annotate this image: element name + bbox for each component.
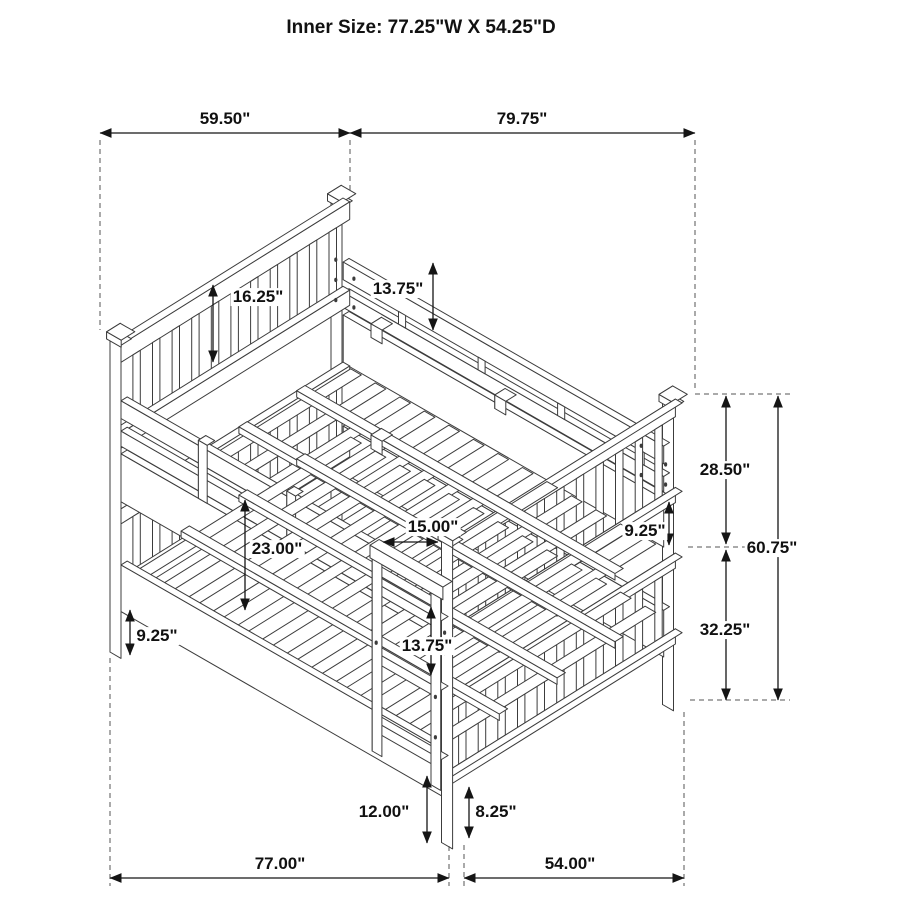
- dim-label-bottom-length: 77.00": [254, 854, 306, 874]
- dim-label-upper-rail-height: 9.25": [624, 521, 666, 541]
- dim-label-back-guard-height: 13.75": [372, 279, 424, 299]
- dim-label-bunk-clearance: 23.00": [251, 539, 303, 559]
- dim-label-lower-rail-gap: 9.25": [136, 626, 178, 646]
- dim-label-head-width: 59.50": [199, 109, 251, 129]
- dim-label-foot-rail-gap: 8.25": [475, 802, 517, 822]
- dim-label-overall-height: 60.75": [746, 538, 798, 558]
- diagram-title: Inner Size: 77.25"W X 54.25"D: [286, 17, 556, 38]
- dim-label-overall-length: 79.75": [496, 109, 548, 129]
- dim-label-bottom-depth: 54.00": [544, 854, 596, 874]
- dim-label-ladder-floor-gap: 12.00": [358, 802, 410, 822]
- dim-label-lower-section: 32.25": [699, 620, 751, 640]
- dim-label-ladder-width: 15.00": [407, 517, 459, 537]
- dim-label-upper-section: 28.50": [699, 460, 751, 480]
- dim-label-rung-spacing: 13.75": [401, 636, 453, 656]
- dim-label-head-slat-height: 16.25": [232, 287, 284, 307]
